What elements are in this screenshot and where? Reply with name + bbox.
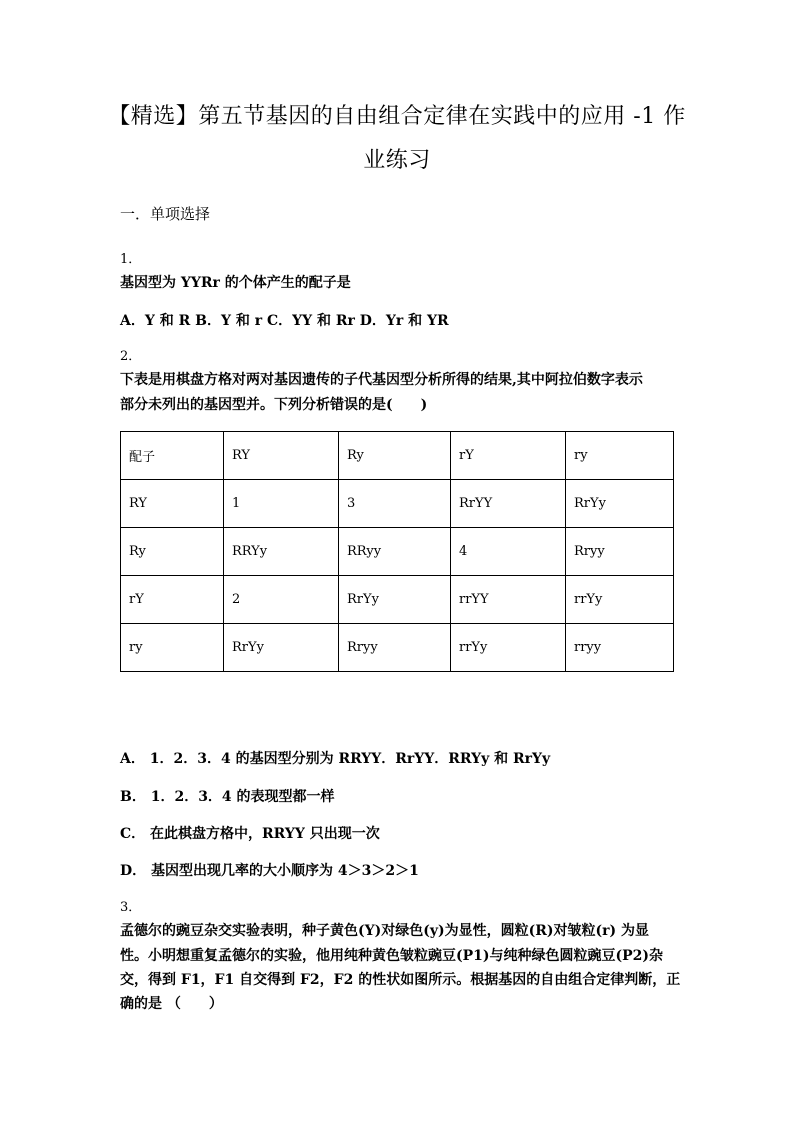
table-cell: Rryy — [339, 624, 451, 672]
table-cell: ry — [121, 624, 224, 672]
table-cell: rrYy — [566, 576, 674, 624]
table-cell: RrYY — [451, 480, 566, 528]
question-2-option-c: C． 在此棋盘方格中，RRYY 只出现一次 — [120, 826, 380, 842]
table-cell: 1 — [224, 480, 339, 528]
question-1-number: 1． — [120, 252, 142, 267]
table-row — [121, 480, 674, 528]
table-cell: 2 — [224, 576, 339, 624]
table-cell: 3 — [339, 480, 451, 528]
table-cell: rY — [121, 576, 224, 624]
question-2-option-b: B． 1．2．3．4 的表现型都一样 — [120, 789, 335, 805]
question-3-number: 3． — [120, 900, 142, 915]
table-cell: RRyy — [339, 528, 451, 576]
table-cell: 配子 — [121, 432, 224, 480]
question-3-line-2: 性。小明想重复孟德尔的实验，他用纯种黄色皱粒豌豆(P1)与纯种绿色圆粒豌豆(P2)杂 — [120, 948, 664, 964]
question-2-option-a: A． 1．2．3．4 的基因型分别为 RRYY．RrYY．RRYy 和 RrYy — [120, 751, 551, 767]
section-heading: 一．单项选择 — [120, 205, 211, 223]
table-row — [121, 528, 674, 576]
question-2-option-d: D． 基因型出现几率的大小顺序为 4＞3＞2＞1 — [120, 863, 419, 879]
table-cell: rryy — [566, 624, 674, 672]
question-3-line-3: 交，得到 F1，F1 自交得到 F2，F2 的性状如图所示。根据基因的自由组合定律判断，正 — [120, 972, 681, 988]
table-cell: Rryy — [566, 528, 674, 576]
table-cell: RRYy — [224, 528, 339, 576]
table-cell: rrYY — [451, 576, 566, 624]
table-header-row — [121, 432, 674, 480]
question-1-stem: 基因型为 YYRr 的个体产生的配子是 — [120, 275, 351, 291]
question-2-stem-line-2: 部分未列出的基因型并。下列分析错误的是( ) — [120, 397, 428, 413]
question-3-line-4: 确的是 （ ） — [120, 996, 223, 1012]
table-cell: rrYy — [451, 624, 566, 672]
punnett-square-table — [120, 431, 674, 672]
table-cell: RrYy — [339, 576, 451, 624]
table-cell: RrYy — [224, 624, 339, 672]
table-cell: Ry — [121, 528, 224, 576]
table-row — [121, 576, 674, 624]
question-2-stem-line-1: 下表是用棋盘方格对两对基因遗传的子代基因型分析所得的结果,其中阿拉伯数字表示 — [120, 372, 643, 388]
table-cell: RrYy — [566, 480, 674, 528]
question-2-number: 2． — [120, 349, 142, 364]
table-cell: Ry — [339, 432, 451, 480]
table-cell: rY — [451, 432, 566, 480]
question-3-line-1: 孟德尔的豌豆杂交实验表明，种子黄色(Y)对绿色(y)为显性，圆粒(R)对皱粒(r) 为显 — [120, 923, 650, 939]
table-cell: ry — [566, 432, 674, 480]
table-cell: 4 — [451, 528, 566, 576]
document-title-line-2: 业练习 — [363, 148, 431, 173]
table-row — [121, 624, 674, 672]
table-cell: RY — [121, 480, 224, 528]
table-cell: RY — [224, 432, 339, 480]
document-title-line-1: 【精选】第五节基因的自由组合定律在实践中的应用 -1 作 — [108, 104, 686, 129]
question-1-options: A．Y 和 R B．Y 和 r C．YY 和 Rr D．Yr 和 YR — [120, 313, 449, 329]
